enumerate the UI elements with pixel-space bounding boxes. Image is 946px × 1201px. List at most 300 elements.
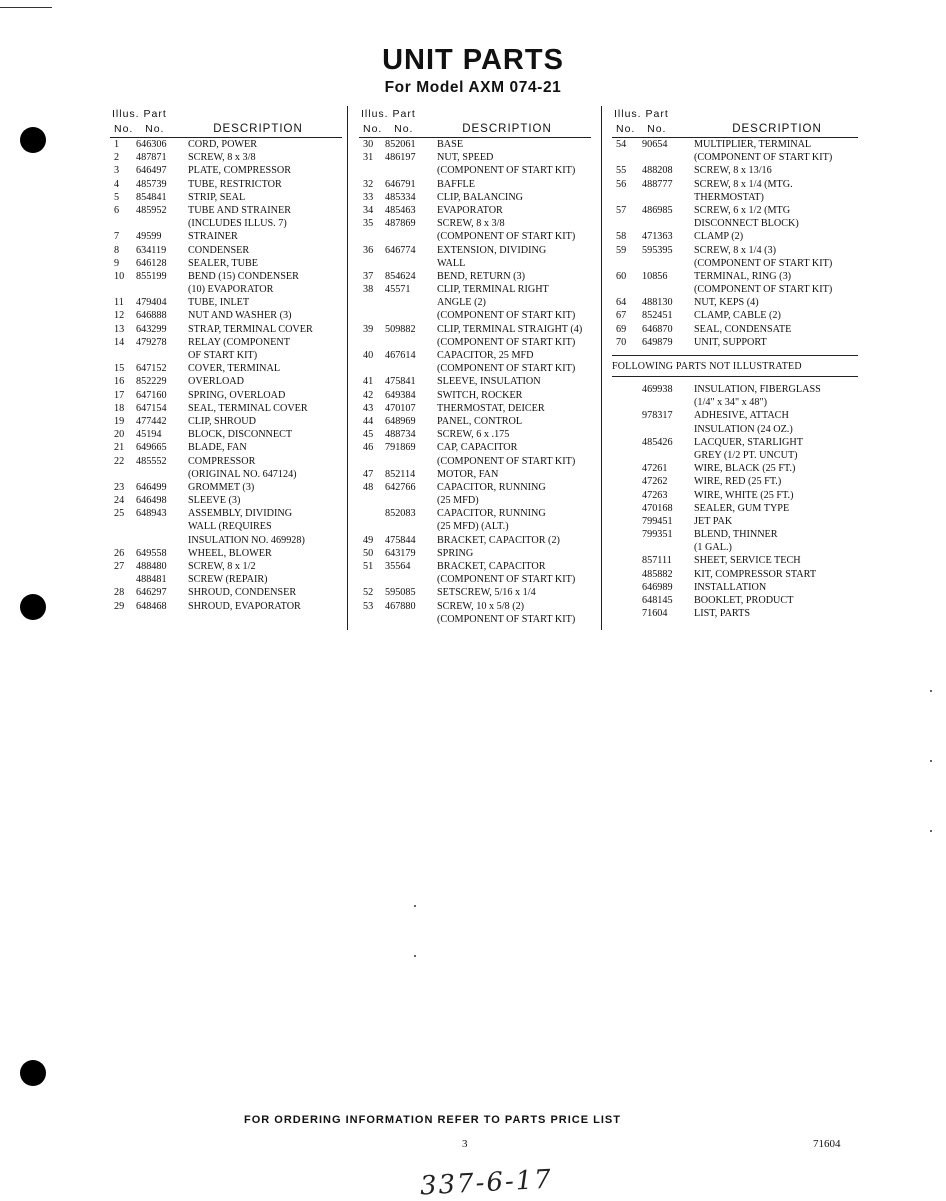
part-description: (COMPONENT OF START KIT) [694,257,833,269]
part-number: 467880 [385,600,416,612]
table-row [110,323,342,336]
header-illus-part: Illus. Part [614,108,669,120]
part-description: BLADE, FAN [188,442,247,454]
part-number: 470168 [642,502,673,514]
part-description: DISCONNECT BLOCK) [694,218,799,230]
part-number: 642766 [385,481,416,493]
table-row [110,257,342,270]
table-row [359,244,591,257]
illus-number: 70 [616,336,627,348]
part-number: 479404 [136,297,167,309]
ordering-footer: FOR ORDERING INFORMATION REFER TO PARTS PRICE LIST [244,1114,621,1126]
part-description: (25 MFD) [437,495,479,507]
part-number: 852451 [642,310,673,322]
part-number: 634119 [136,244,167,256]
illus-number: 21 [114,442,125,454]
table-row [110,151,342,164]
table-row [612,204,858,217]
table-row [612,515,858,528]
illus-number: 44 [363,415,374,427]
table-row [612,581,858,594]
illus-number: 35 [363,218,374,230]
table-row [359,164,591,177]
part-description: INSULATION NO. 469928) [188,534,305,546]
table-row [110,573,342,586]
illus-number: 12 [114,310,125,322]
illus-number: 59 [616,244,627,256]
part-description: SCREW (REPAIR) [188,574,268,586]
column-divider [347,106,348,630]
part-description: (INCLUDES ILLUS. 7) [188,218,287,230]
table-row [359,455,591,468]
part-description: WALL [437,257,466,269]
table-row [359,415,591,428]
part-description: (1 GAL.) [694,542,732,554]
part-number: 485952 [136,204,167,216]
table-row [110,349,342,362]
table-row [110,428,342,441]
part-number: 47261 [642,463,668,475]
part-number: 855199 [136,270,167,282]
illus-number: 11 [114,297,124,309]
illus-number: 29 [114,600,125,612]
part-number: 488777 [642,178,673,190]
table-row [612,257,858,270]
illus-number: 54 [616,139,627,150]
illus-number: 34 [363,204,374,216]
table-row [612,396,858,409]
part-number: 49599 [136,231,162,243]
table-row [359,586,591,599]
document-number: 71604 [813,1138,841,1150]
part-description: INSULATION (24 OZ.) [694,423,793,435]
part-number: 488481 [136,574,167,586]
speck [930,690,932,692]
part-description: (25 MFD) (ALT.) [437,521,509,533]
part-number: 649665 [136,442,167,454]
table-row [110,178,342,191]
part-description: ANGLE (2) [437,297,486,309]
table-row [110,402,342,415]
parts-column-3 [612,108,858,620]
table-row [612,244,858,257]
table-row [359,296,591,309]
table-row [612,151,858,164]
table-row [110,494,342,507]
table-row [612,489,858,502]
illus-number: 37 [363,270,374,282]
binder-hole-middle [20,594,46,620]
table-row [359,600,591,613]
illus-number: 4 [114,178,120,190]
part-number: 486985 [642,204,673,216]
part-number: 471363 [642,231,673,243]
part-number: 487869 [385,218,416,230]
part-description: CLAMP, CABLE (2) [694,310,781,322]
column-header [110,108,342,138]
part-number: 595085 [385,587,416,599]
table-row [359,547,591,560]
part-number: 646774 [385,244,416,256]
part-number: 852061 [385,139,416,150]
part-description: SCREW, 8 x 1/4 (3) [694,244,776,256]
table-row [612,383,858,396]
part-number: 854841 [136,191,167,203]
parts-column-2 [359,108,591,626]
part-number: 646989 [642,581,673,593]
part-number: 852114 [385,468,416,480]
illus-number: 17 [114,389,125,401]
table-row [612,283,858,296]
table-row [359,191,591,204]
part-description: BLEND, THINNER [694,529,778,541]
part-description: CAPACITOR, RUNNING [437,481,546,493]
part-description: BLOCK, DISCONNECT [188,429,293,441]
part-number: 852229 [136,376,167,388]
table-row [359,230,591,243]
part-number: 646499 [136,481,167,493]
table-row [110,520,342,533]
illus-number: 9 [114,257,120,269]
table-row [110,230,342,243]
table-row [612,541,858,554]
table-row [359,309,591,322]
part-description: BRACKET, CAPACITOR [437,561,546,572]
part-description: TUBE AND STRAINER [188,204,292,216]
part-description: (COMPONENT OF START KIT) [437,574,576,586]
part-number: 643179 [385,547,416,559]
part-description: (1/4" x 34" x 48") [694,397,768,409]
illus-number: 57 [616,204,627,216]
part-description: BAFFLE [437,178,475,190]
part-description: SETSCREW, 5/16 x 1/4 [437,587,536,599]
illus-number: 10 [114,270,125,282]
part-number: 485739 [136,178,167,190]
part-number: 643299 [136,323,167,335]
table-row [110,362,342,375]
page-number: 3 [462,1138,468,1150]
table-row [359,375,591,388]
table-row [359,270,591,283]
table-row [359,468,591,481]
part-description: TUBE, RESTRICTOR [188,178,282,190]
table-row [110,468,342,481]
illus-number: 64 [616,297,627,309]
part-number: 467614 [385,350,416,361]
table-row [359,257,591,270]
parts-list [110,138,342,613]
illus-number: 6 [114,204,120,216]
top-rule [0,7,52,8]
column-divider [601,106,602,630]
table-row [110,217,342,230]
table-row [612,568,858,581]
part-description: SEAL, TERMINAL COVER [188,402,308,414]
illus-number: 53 [363,600,374,612]
part-description: LIST, PARTS [694,608,750,620]
table-row [110,389,342,402]
table-row [612,138,858,151]
part-number: 978317 [642,410,673,422]
illus-number: 58 [616,231,627,243]
table-row [612,528,858,541]
table-row [110,164,342,177]
part-number: 469938 [642,384,673,395]
part-number: 648943 [136,508,167,520]
part-description: SCREW, 8 x 3/8 [437,218,505,230]
table-row [359,534,591,547]
part-number: 854624 [385,270,416,282]
part-number: 509882 [385,323,416,335]
part-description: SEAL, CONDENSATE [694,323,792,335]
part-description: (COMPONENT OF START KIT) [437,310,576,322]
part-description: KIT, COMPRESSOR START [694,568,817,580]
table-row [110,481,342,494]
page-title: UNIT PARTS [382,44,564,76]
table-row [612,462,858,475]
table-row [110,191,342,204]
part-number: 485552 [136,455,167,467]
header-illus-part: Illus. Part [112,108,167,120]
part-description: MOTOR, FAN [437,468,499,480]
table-row [612,336,858,349]
part-description: ADHESIVE, ATTACH [694,410,789,422]
part-description: SCREW, 8 x 3/8 [188,152,256,164]
table-row [110,415,342,428]
part-description: NUT AND WASHER (3) [188,310,292,322]
part-number: 799451 [642,515,673,527]
part-description: STRAP, TERMINAL COVER [188,323,313,335]
table-row [359,204,591,217]
part-description: WALL (REQUIRES [188,521,272,533]
table-row [110,560,342,573]
table-row [359,283,591,296]
table-row [612,423,858,436]
part-number: 646888 [136,310,167,322]
part-number: 646306 [136,139,167,150]
illus-number: 20 [114,429,125,441]
part-number: 646498 [136,495,167,507]
part-number: 648969 [385,415,416,427]
part-number: 646297 [136,587,167,599]
table-row [359,573,591,586]
table-row [359,178,591,191]
illus-number: 31 [363,152,374,164]
table-row [110,586,342,599]
part-number: 857111 [642,555,672,567]
illus-number: 51 [363,561,374,572]
part-description: PLATE, COMPRESSOR [188,165,292,177]
part-description: (COMPONENT OF START KIT) [437,613,576,625]
illus-number: 25 [114,508,125,520]
table-row [612,309,858,322]
part-number: 479278 [136,336,167,348]
part-description: STRIP, SEAL [188,191,246,203]
handwritten-note: 337-6-17 [419,1164,554,1201]
illus-number: 19 [114,415,125,427]
table-row [110,547,342,560]
part-description: SCREW, 8 x 1/2 [188,561,256,572]
part-description: SCREW, 8 x 13/16 [694,165,772,177]
part-number: 90654 [642,139,668,150]
part-description: OVERLOAD [188,376,245,388]
not-illustrated-list [612,383,858,620]
part-number: 648468 [136,600,167,612]
illus-number: 27 [114,561,125,572]
part-description: EVAPORATOR [437,204,503,216]
part-description: UNIT, SUPPORT [694,336,767,348]
part-description: SPRING [437,547,474,559]
table-row [110,441,342,454]
part-number: 10856 [642,270,668,282]
part-description: WIRE, WHITE (25 FT.) [694,489,794,501]
illus-number: 7 [114,231,120,243]
binder-hole-bottom [20,1060,46,1086]
part-description: SCREW, 6 x .175 [437,429,510,441]
part-number: 646128 [136,257,167,269]
illus-number: 28 [114,587,125,599]
illus-number: 8 [114,244,120,256]
table-row [612,230,858,243]
part-number: 799351 [642,529,673,541]
table-row [110,138,342,151]
part-description: SEALER, GUM TYPE [694,502,790,514]
table-row [359,613,591,626]
illus-number: 42 [363,389,374,401]
part-number: 646791 [385,178,416,190]
table-row [359,507,591,520]
illus-number: 60 [616,270,627,282]
part-description: SCREW, 8 x 1/4 (MTG. [694,178,793,190]
part-number: 475844 [385,534,416,546]
part-number: 477442 [136,415,167,427]
part-description: (ORIGINAL NO. 647124) [188,468,297,480]
part-number: 487871 [136,152,167,164]
part-number: 475841 [385,376,416,388]
table-row [359,323,591,336]
table-row [110,600,342,613]
part-number: 45194 [136,429,162,441]
part-description: SEALER, TUBE [188,257,258,269]
part-number: 485463 [385,204,416,216]
header-description: DESCRIPTION [462,123,552,135]
illus-number: 38 [363,284,374,296]
parts-column-1 [110,108,342,613]
part-description: PANEL, CONTROL [437,415,523,427]
part-description: THERMOSTAT) [694,191,764,203]
part-number: 649384 [385,389,416,401]
table-row [110,204,342,217]
table-row [359,362,591,375]
illus-number: 48 [363,481,374,493]
illus-number: 52 [363,587,374,599]
illus-number: 36 [363,244,374,256]
part-number: 646870 [642,323,673,335]
part-description: INSTALLATION [694,581,767,593]
part-description: (COMPONENT OF START KIT) [694,152,833,164]
table-row [612,164,858,177]
illus-number: 14 [114,336,125,348]
illus-number: 18 [114,402,125,414]
table-row [359,428,591,441]
not-illustrated-heading: FOLLOWING PARTS NOT ILLUSTRATED [612,355,858,377]
part-description: TERMINAL, RING (3) [694,270,792,282]
illus-number: 69 [616,323,627,335]
part-description: WHEEL, BLOWER [188,547,272,559]
column-header [359,108,591,138]
part-description: SHROUD, CONDENSER [188,587,297,599]
part-description: WIRE, RED (25 FT.) [694,476,782,488]
table-row [612,436,858,449]
part-description: CONDENSER [188,244,250,256]
illus-number: 40 [363,350,374,361]
part-description: CAP, CAPACITOR [437,442,518,454]
table-row [612,475,858,488]
illus-number: 56 [616,178,627,190]
illus-number: 49 [363,534,374,546]
part-description: BEND, RETURN (3) [437,270,526,282]
part-description: EXTENSION, DIVIDING [437,244,547,256]
illus-number: 67 [616,310,627,322]
illus-number: 32 [363,178,374,190]
part-description: CAPACITOR, 25 MFD [437,350,534,361]
part-description: MULTIPLIER, TERMINAL [694,139,812,150]
part-number: 488208 [642,165,673,177]
illus-number: 24 [114,495,125,507]
part-number: 488734 [385,429,416,441]
part-description: GROMMET (3) [188,481,255,493]
illus-number: 5 [114,191,120,203]
header-no: No. No. [363,123,414,135]
part-description: CAPACITOR, RUNNING [437,508,546,520]
table-row [612,296,858,309]
part-description: NUT, SPEED [437,152,494,164]
table-row [612,554,858,567]
table-row [110,455,342,468]
table-row [359,494,591,507]
part-description: (COMPONENT OF START KIT) [437,455,576,467]
table-row [359,560,591,573]
part-description: CLAMP (2) [694,231,744,243]
part-description: BRACKET, CAPACITOR (2) [437,534,560,546]
part-description: BEND (15) CONDENSER [188,270,299,282]
part-number: 595395 [642,244,673,256]
table-row [359,138,591,151]
part-number: 470107 [385,402,416,414]
illus-number: 46 [363,442,374,454]
part-description: COMPRESSOR [188,455,256,467]
part-number: 486197 [385,152,416,164]
part-number: 647160 [136,389,167,401]
speck [414,955,416,957]
part-number: 485882 [642,568,673,580]
table-row [359,441,591,454]
part-description: THERMOSTAT, DEICER [437,402,545,414]
illus-number: 45 [363,429,374,441]
header-description: DESCRIPTION [213,123,303,135]
illus-number: 22 [114,455,125,467]
table-row [110,507,342,520]
part-number: 647154 [136,402,167,414]
table-row [359,402,591,415]
table-row [110,244,342,257]
part-description: WIRE, BLACK (25 FT.) [694,463,796,475]
illus-number: 33 [363,191,374,203]
table-row [612,594,858,607]
part-number: 47263 [642,489,668,501]
table-row [612,449,858,462]
part-description: STRAINER [188,231,238,243]
